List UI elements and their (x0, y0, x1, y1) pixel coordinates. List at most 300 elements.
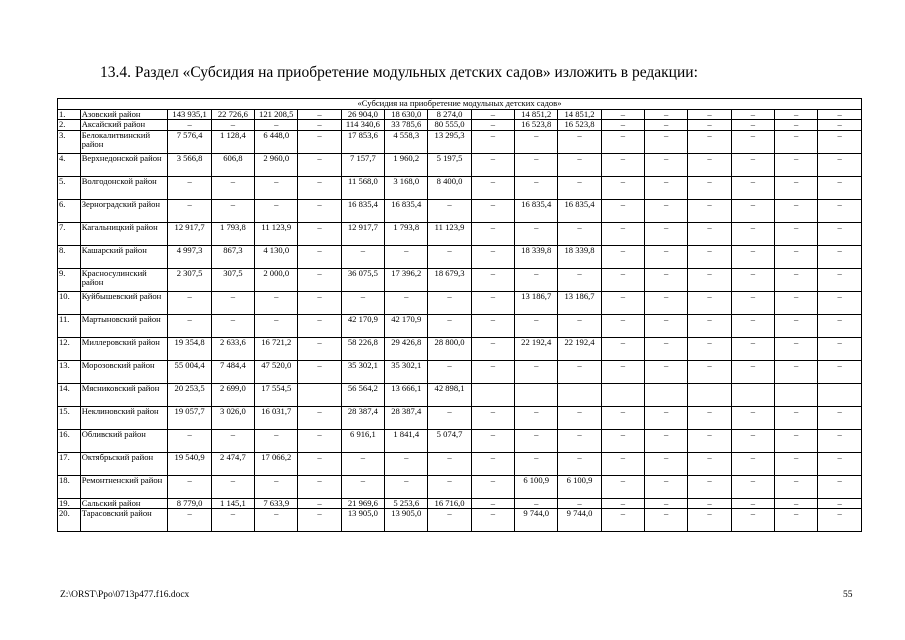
value-cell: – (601, 153, 644, 176)
value-cell: – (428, 509, 471, 532)
value-cell: – (515, 268, 558, 291)
value-cell: – (298, 199, 341, 222)
value-cell: 16 716,0 (428, 498, 471, 509)
district-name: Миллеровский район (80, 337, 168, 360)
value-cell: 12 917,7 (341, 222, 384, 245)
value-cell: – (211, 509, 254, 532)
value-cell: – (731, 176, 774, 199)
table-row (58, 222, 862, 245)
value-cell: 42 170,9 (341, 314, 384, 337)
value-cell: 1 793,8 (385, 222, 428, 245)
value-cell: 3 168,0 (385, 176, 428, 199)
value-cell: – (645, 120, 688, 131)
value-cell: – (731, 509, 774, 532)
value-cell: 867,3 (211, 245, 254, 268)
value-cell: – (558, 498, 601, 509)
value-cell: – (818, 199, 862, 222)
value-cell: 3 566,8 (168, 153, 211, 176)
row-number: 7. (58, 222, 81, 245)
value-cell: – (645, 109, 688, 120)
value-cell: 606,8 (211, 153, 254, 176)
footer-page-number: 55 (843, 590, 853, 600)
value-cell: – (385, 291, 428, 314)
value-cell: – (601, 291, 644, 314)
value-cell: – (775, 337, 818, 360)
value-cell: 17 396,2 (385, 268, 428, 291)
value-cell: – (688, 109, 731, 120)
value-cell: 17 066,2 (255, 452, 298, 475)
district-name: Волгодонской район (80, 176, 168, 199)
value-cell: – (298, 268, 341, 291)
value-cell: – (385, 475, 428, 498)
value-cell: 16 721,2 (255, 337, 298, 360)
value-cell: 19 354,8 (168, 337, 211, 360)
value-cell (688, 383, 731, 406)
value-cell: – (818, 268, 862, 291)
district-name: Кагальницкий район (80, 222, 168, 245)
row-number: 10. (58, 291, 81, 314)
row-number: 6. (58, 199, 81, 222)
value-cell: – (731, 452, 774, 475)
value-cell: – (601, 120, 644, 131)
value-cell: – (818, 498, 862, 509)
value-cell: – (731, 268, 774, 291)
value-cell: 5 197,5 (428, 153, 471, 176)
value-cell: – (471, 176, 514, 199)
value-cell: 26 904,0 (341, 109, 384, 120)
value-cell: – (558, 406, 601, 429)
table-row (58, 314, 862, 337)
value-cell: 55 004,4 (168, 360, 211, 383)
value-cell: – (211, 199, 254, 222)
district-name: Азовский район (80, 109, 168, 120)
value-cell: – (255, 314, 298, 337)
value-cell: 42 898,1 (428, 383, 471, 406)
value-cell: 16 523,8 (558, 120, 601, 131)
district-name: Мартыновский район (80, 314, 168, 337)
value-cell: – (428, 452, 471, 475)
value-cell: – (168, 509, 211, 532)
value-cell: 4 130,0 (255, 245, 298, 268)
row-number: 4. (58, 153, 81, 176)
value-cell: 7 157,7 (341, 153, 384, 176)
value-cell: – (688, 130, 731, 153)
district-name: Морозовский район (80, 360, 168, 383)
value-cell: – (775, 176, 818, 199)
value-cell: – (775, 314, 818, 337)
value-cell: – (298, 406, 341, 429)
value-cell: – (515, 429, 558, 452)
value-cell: 22 192,4 (558, 337, 601, 360)
value-cell: – (601, 406, 644, 429)
value-cell: 36 075,5 (341, 268, 384, 291)
value-cell: – (255, 509, 298, 532)
value-cell: 18 339,8 (515, 245, 558, 268)
value-cell: – (775, 509, 818, 532)
value-cell: – (601, 314, 644, 337)
value-cell: – (731, 120, 774, 131)
value-cell: 2 633,6 (211, 337, 254, 360)
value-cell: – (601, 509, 644, 532)
table-row (58, 245, 862, 268)
value-cell: – (298, 120, 341, 131)
value-cell: – (298, 222, 341, 245)
value-cell: 14 851,2 (515, 109, 558, 120)
value-cell: 2 474,7 (211, 452, 254, 475)
value-cell: – (255, 429, 298, 452)
value-cell: 7 576,4 (168, 130, 211, 153)
value-cell: – (688, 406, 731, 429)
value-cell: – (645, 509, 688, 532)
table-row (58, 120, 862, 131)
value-cell: – (515, 360, 558, 383)
row-number: 2. (58, 120, 81, 131)
value-cell: – (645, 176, 688, 199)
value-cell: – (818, 245, 862, 268)
value-cell: 80 555,0 (428, 120, 471, 131)
value-cell: – (645, 406, 688, 429)
value-cell: – (471, 406, 514, 429)
value-cell: – (515, 130, 558, 153)
value-cell: – (558, 130, 601, 153)
value-cell: – (298, 360, 341, 383)
value-cell: – (601, 199, 644, 222)
value-cell: 12 917,7 (168, 222, 211, 245)
value-cell: 3 026,0 (211, 406, 254, 429)
value-cell: 121 208,5 (255, 109, 298, 120)
district-name: Неклиновский район (80, 406, 168, 429)
district-name: Красносулинский район (80, 268, 168, 291)
value-cell: – (558, 176, 601, 199)
value-cell: – (775, 291, 818, 314)
value-cell: – (428, 245, 471, 268)
value-cell: – (385, 245, 428, 268)
value-cell: – (818, 291, 862, 314)
value-cell: 1 145,1 (211, 498, 254, 509)
table-row (58, 383, 862, 406)
value-cell: – (471, 337, 514, 360)
value-cell: – (515, 406, 558, 429)
value-cell: – (428, 406, 471, 429)
value-cell: – (731, 130, 774, 153)
value-cell: – (471, 509, 514, 532)
value-cell: 1 128,4 (211, 130, 254, 153)
value-cell: – (341, 452, 384, 475)
value-cell: 11 123,9 (428, 222, 471, 245)
value-cell: 143 935,1 (168, 109, 211, 120)
value-cell: – (818, 360, 862, 383)
value-cell: – (428, 360, 471, 383)
value-cell: – (645, 199, 688, 222)
value-cell: – (211, 291, 254, 314)
value-cell: – (168, 314, 211, 337)
value-cell: – (558, 222, 601, 245)
value-cell: – (731, 475, 774, 498)
value-cell: – (775, 222, 818, 245)
table-row (58, 475, 862, 498)
value-cell: – (298, 452, 341, 475)
value-cell: – (645, 337, 688, 360)
value-cell: – (428, 314, 471, 337)
value-cell: – (775, 406, 818, 429)
value-cell: 17 853,6 (341, 130, 384, 153)
value-cell: – (645, 153, 688, 176)
value-cell: – (558, 452, 601, 475)
value-cell (645, 383, 688, 406)
value-cell: – (341, 245, 384, 268)
value-cell: 5 074,7 (428, 429, 471, 452)
value-cell: 20 253,5 (168, 383, 211, 406)
value-cell: – (471, 120, 514, 131)
value-cell: – (168, 475, 211, 498)
value-cell: 9 744,0 (558, 509, 601, 532)
value-cell: – (298, 429, 341, 452)
value-cell: – (601, 130, 644, 153)
row-number: 11. (58, 314, 81, 337)
value-cell: – (688, 452, 731, 475)
value-cell: – (731, 498, 774, 509)
value-cell: – (471, 360, 514, 383)
value-cell: – (601, 452, 644, 475)
district-name: Кашарский район (80, 245, 168, 268)
value-cell: 13 905,0 (385, 509, 428, 532)
value-cell: – (298, 109, 341, 120)
value-cell: 2 960,0 (255, 153, 298, 176)
value-cell (298, 383, 341, 406)
value-cell: 13 666,1 (385, 383, 428, 406)
table-caption: «Субсидия на приобретение модульных детских садов» (58, 99, 862, 110)
district-name: Верхнедонской район (80, 153, 168, 176)
value-cell: 58 226,8 (341, 337, 384, 360)
value-cell: 6 100,9 (558, 475, 601, 498)
value-cell: 5 253,6 (385, 498, 428, 509)
value-cell: 18 339,8 (558, 245, 601, 268)
value-cell: 2 000,0 (255, 268, 298, 291)
value-cell: 16 835,4 (558, 199, 601, 222)
table-row (58, 153, 862, 176)
table-row (58, 406, 862, 429)
value-cell: – (645, 360, 688, 383)
value-cell: – (515, 498, 558, 509)
value-cell: 56 564,2 (341, 383, 384, 406)
value-cell: – (645, 314, 688, 337)
value-cell: 35 302,1 (341, 360, 384, 383)
value-cell: – (775, 360, 818, 383)
value-cell: 22 192,4 (515, 337, 558, 360)
value-cell: 19 540,9 (168, 452, 211, 475)
value-cell: 6 100,9 (515, 475, 558, 498)
value-cell: 29 426,8 (385, 337, 428, 360)
value-cell: – (471, 268, 514, 291)
value-cell: – (688, 314, 731, 337)
subsidy-table (57, 98, 862, 532)
district-name: Сальский район (80, 498, 168, 509)
value-cell: – (731, 153, 774, 176)
value-cell: 21 969,6 (341, 498, 384, 509)
value-cell: 16 523,8 (515, 120, 558, 131)
value-cell: – (601, 222, 644, 245)
value-cell: – (688, 475, 731, 498)
value-cell: – (818, 222, 862, 245)
value-cell: 22 726,6 (211, 109, 254, 120)
value-cell (471, 383, 514, 406)
value-cell: 19 057,7 (168, 406, 211, 429)
value-cell: – (818, 337, 862, 360)
district-name: Обливский район (80, 429, 168, 452)
row-number: 20. (58, 509, 81, 532)
value-cell: – (775, 245, 818, 268)
row-number: 18. (58, 475, 81, 498)
value-cell: – (645, 475, 688, 498)
table-row (58, 337, 862, 360)
value-cell: – (601, 268, 644, 291)
value-cell: 18 630,0 (385, 109, 428, 120)
value-cell: – (688, 337, 731, 360)
value-cell: – (775, 120, 818, 131)
value-cell: – (298, 176, 341, 199)
value-cell: – (558, 268, 601, 291)
value-cell: – (645, 429, 688, 452)
value-cell: 16 835,4 (515, 199, 558, 222)
value-cell: – (168, 176, 211, 199)
value-cell: – (428, 291, 471, 314)
value-cell: – (731, 291, 774, 314)
value-cell: – (471, 291, 514, 314)
value-cell: – (298, 475, 341, 498)
value-cell: – (645, 130, 688, 153)
value-cell: 28 387,4 (341, 406, 384, 429)
value-cell: 2 699,0 (211, 383, 254, 406)
value-cell: – (818, 109, 862, 120)
row-number: 1. (58, 109, 81, 120)
value-cell: 7 633,9 (255, 498, 298, 509)
value-cell: 8 779,0 (168, 498, 211, 509)
value-cell: – (731, 360, 774, 383)
value-cell: 4 558,3 (385, 130, 428, 153)
value-cell: – (211, 314, 254, 337)
value-cell: – (471, 475, 514, 498)
value-cell: – (341, 291, 384, 314)
value-cell: – (385, 452, 428, 475)
value-cell: – (558, 360, 601, 383)
value-cell: – (428, 475, 471, 498)
value-cell: – (688, 498, 731, 509)
value-cell: – (688, 429, 731, 452)
value-cell: 42 170,9 (385, 314, 428, 337)
value-cell: – (515, 153, 558, 176)
value-cell: – (601, 475, 644, 498)
value-cell: – (211, 475, 254, 498)
value-cell: – (471, 498, 514, 509)
value-cell (558, 383, 601, 406)
value-cell: 16 031,7 (255, 406, 298, 429)
value-cell: – (255, 475, 298, 498)
value-cell: 1 793,8 (211, 222, 254, 245)
value-cell: – (731, 109, 774, 120)
value-cell: – (255, 120, 298, 131)
table-row (58, 429, 862, 452)
value-cell: – (818, 176, 862, 199)
value-cell: – (601, 245, 644, 268)
value-cell: – (211, 176, 254, 199)
value-cell: – (731, 199, 774, 222)
footer-file-path: Z:\ORST\Ppo\0713p477.f16.docx (60, 590, 190, 600)
value-cell: – (818, 153, 862, 176)
row-number: 9. (58, 268, 81, 291)
value-cell: – (255, 199, 298, 222)
value-cell: 1 960,2 (385, 153, 428, 176)
value-cell: – (515, 176, 558, 199)
value-cell (731, 383, 774, 406)
value-cell: 28 387,4 (385, 406, 428, 429)
value-cell: – (471, 452, 514, 475)
value-cell: – (818, 509, 862, 532)
value-cell: 307,5 (211, 268, 254, 291)
value-cell: 13 186,7 (558, 291, 601, 314)
value-cell: 28 800,0 (428, 337, 471, 360)
value-cell: – (818, 130, 862, 153)
district-name: Мясниковский район (80, 383, 168, 406)
value-cell: – (645, 291, 688, 314)
value-cell: – (688, 268, 731, 291)
value-cell (818, 383, 862, 406)
value-cell: 14 851,2 (558, 109, 601, 120)
district-name: Ремонтненский район (80, 475, 168, 498)
value-cell: – (645, 452, 688, 475)
value-cell: – (471, 314, 514, 337)
row-number: 14. (58, 383, 81, 406)
value-cell: – (731, 314, 774, 337)
value-cell: – (818, 475, 862, 498)
value-cell: 18 679,3 (428, 268, 471, 291)
value-cell: 13 295,3 (428, 130, 471, 153)
table-row (58, 452, 862, 475)
value-cell: – (341, 475, 384, 498)
value-cell: – (775, 475, 818, 498)
value-cell: – (211, 120, 254, 131)
value-cell: – (298, 245, 341, 268)
table-row (58, 498, 862, 509)
district-name: Октябрьский район (80, 452, 168, 475)
value-cell: 16 835,4 (341, 199, 384, 222)
table-row (58, 360, 862, 383)
value-cell: 2 307,5 (168, 268, 211, 291)
row-number: 16. (58, 429, 81, 452)
value-cell: 47 520,0 (255, 360, 298, 383)
value-cell: – (818, 406, 862, 429)
district-name: Аксайский район (80, 120, 168, 131)
value-cell: – (471, 429, 514, 452)
table-row (58, 199, 862, 222)
district-name: Куйбышевский район (80, 291, 168, 314)
value-cell: – (645, 245, 688, 268)
value-cell: – (471, 109, 514, 120)
value-cell: 35 302,1 (385, 360, 428, 383)
value-cell: – (298, 509, 341, 532)
value-cell: – (558, 153, 601, 176)
value-cell: 17 554,5 (255, 383, 298, 406)
value-cell: 4 997,3 (168, 245, 211, 268)
table-row (58, 130, 862, 153)
value-cell: – (601, 109, 644, 120)
value-cell: – (818, 120, 862, 131)
value-cell (515, 383, 558, 406)
value-cell: – (688, 199, 731, 222)
value-cell: – (558, 314, 601, 337)
value-cell: – (688, 120, 731, 131)
value-cell: – (298, 153, 341, 176)
value-cell: 8 274,0 (428, 109, 471, 120)
